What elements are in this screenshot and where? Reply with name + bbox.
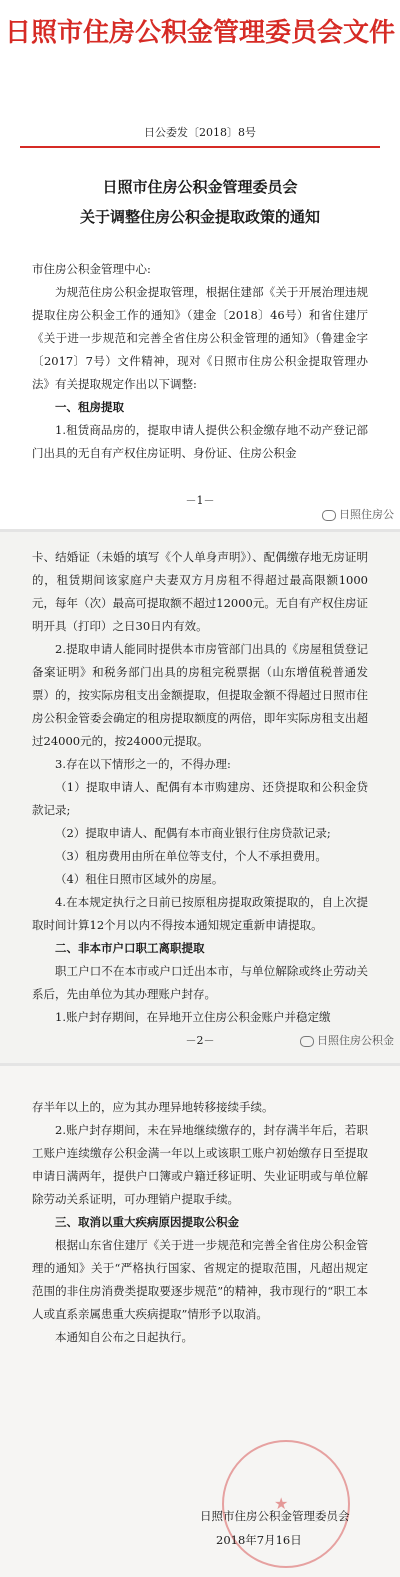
watermark-text: 日照住房公积金 [317, 1034, 394, 1047]
item-2-2: 2.账户封存期间，未在异地继续缴存的，封存满半年后，若职工账户连续缴存公积金满一年以上或该职工账户初始缴存日至提取申请日满两年，提供户口簿或户籍迁移证明、失业证明或与单位解除劳动关系证明，可办理销户提取手续。 [32, 1123, 368, 1206]
wechat-icon [322, 510, 336, 521]
masthead: 日照市住房公积金管理委员会文件 [4, 18, 395, 48]
sub-item-4: （4）租住日照市区域外的房屋。 [55, 872, 224, 886]
item-4: 4.在本规定执行之日前已按原租房提取政策提取的，自上次提取时间计算12个月以内不得按本通知规定重新申请提取。 [32, 895, 368, 932]
star-icon: ★ [274, 1494, 289, 1513]
wechat-icon [300, 1036, 314, 1047]
section-heading-3: 三、取消以重大疾病原因提取公积金 [55, 1215, 239, 1229]
document-number: 日公委发〔2018〕8号 [144, 126, 256, 139]
section-heading-2: 二、非本市户口职工离职提取 [55, 941, 205, 955]
recipient: 市住房公积金管理中心: [32, 262, 151, 276]
official-seal [222, 1440, 350, 1568]
item-3: 3.存在以下情形之一的，不得办理: [55, 757, 231, 771]
item-2: 2.提取申请人能同时提供本市房管部门出具的《房屋租赁登记备案证明》和税务部门出具的房租完税票据（山东增值税普通发票）的，按实际房租支出金额提取，但提取金额不得超过日照市住房公积金管委会确定的租房提取额度的两倍，即年实际房租支出超过24000元的，按24000元提取。 [32, 642, 368, 748]
section-2-paragraph: 职工户口不在本市或户口迁出本市，与单位解除或终止劳动关系后，先由单位为其办理账户封存。 [32, 964, 368, 1001]
item-1-continued: 卡、结婚证（未婚的填写《个人单身声明》）、配偶缴存地无房证明的，租赁期间该家庭户夫妻双方月房租不得超过最高限额1000元，每年（次）最高可提取额不超过12000元。无自有产权住房证明开具（打印）之日30日内有效。 [32, 550, 368, 633]
sub-item-3: （3）租房费用由所在单位等支付，个人不承担费用。 [55, 849, 327, 863]
sub-item-2: （2）提取申请人、配偶有本市商业银行住房贷款记录; [55, 826, 331, 840]
sub-item-1: （1）提取申请人、配偶有本市购建房、还贷提取和公积金贷款记录; [32, 780, 368, 817]
item-2-1-continued: 存半年以上的，应为其办理异地转移接续手续。 [32, 1100, 274, 1114]
watermark-text: 日照住房公 [339, 508, 394, 521]
page3-body [32, 1096, 368, 1349]
signature: 日照市住房公积金管理委员会 [200, 1509, 350, 1523]
watermark-2 [300, 1032, 394, 1048]
document-page-1 [0, 0, 400, 532]
page-number-1: －1－ [185, 494, 215, 507]
page-number-2: －2－ [185, 1034, 215, 1047]
title-line-1: 日照市住房公积金管理委员会 [102, 178, 298, 196]
section-3-paragraph: 根据山东省住建厅《关于进一步规范和完善全省住房公积金管理的通知》关于“严格执行国家、省规定的提取范围，凡超出规定范围的非住房消费类提取要逐步规范”的精神，我市现行的“职工本人或直系亲属患重大疾病提取”情形予以取消。 [32, 1238, 368, 1321]
signature-date: 2018年7月16日 [216, 1533, 302, 1547]
page1-body [32, 258, 368, 465]
page2-body [32, 546, 368, 1029]
intro-paragraph: 为规范住房公积金提取管理，根据住建部《关于开展治理违规提取住房公积金工作的通知》（建金〔2018〕46号）和省住建厅《关于进一步规范和完善全省住房公积金管理的通知》（鲁建金字〔2017〕7号）文件精神，现对《日照市住房公积金提取管理办法》有关提取规定作出以下调整: [32, 285, 368, 391]
title-line-2: 关于调整住房公积金提取政策的通知 [79, 208, 320, 226]
item-2-1: 1.账户封存期间，在异地开立住房公积金账户并稳定缴 [55, 1010, 331, 1024]
section-heading-1: 一、租房提取 [55, 400, 124, 414]
item-1: 1.租赁商品房的，提取申请人提供公积金缴存地不动产登记部门出具的无自有产权住房证明、身份证、住房公积金 [32, 423, 368, 460]
watermark-1 [322, 506, 394, 522]
effective-statement: 本通知自公布之日起执行。 [55, 1330, 193, 1344]
red-divider [20, 146, 380, 148]
document-page-2 [0, 532, 400, 1066]
